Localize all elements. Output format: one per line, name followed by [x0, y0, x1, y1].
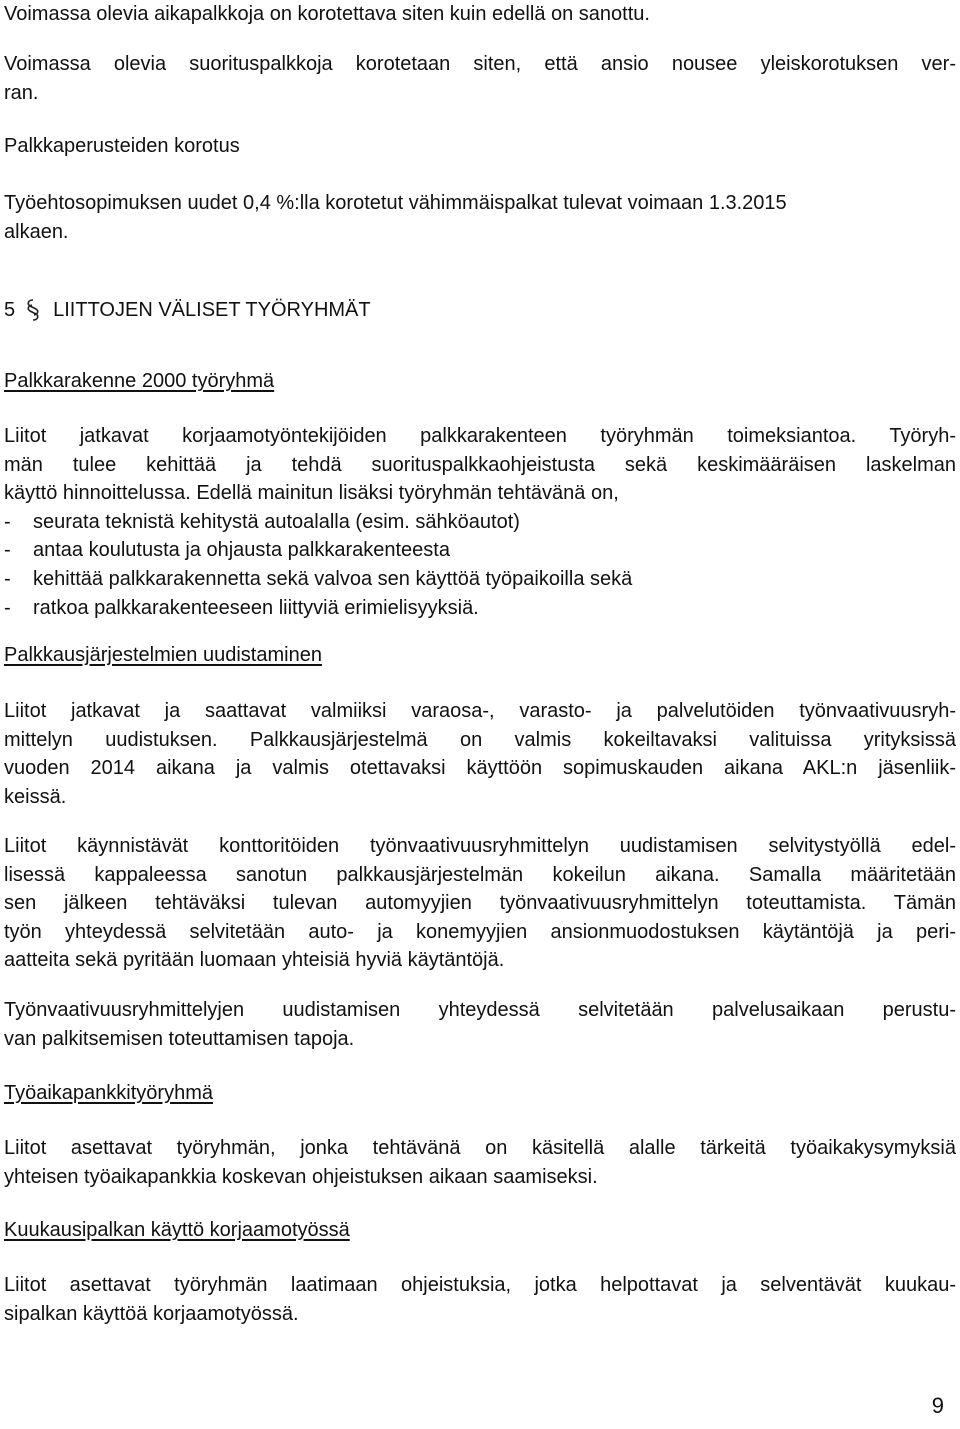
paragraph-min-wages: Työehtosopimuksen uudet 0,4 %:lla korotetut vähimmäispalkat tulevat voimaan 1.3.2015 alkaen. — [4, 192, 787, 243]
paragraph-service-time: Työnvaativuusryhmittelyjen uudistamisen yhteydessä selvitetään palvelusaikaan perustu- van palkitsemisen toteuttamisen tapoja. — [4, 999, 956, 1050]
heading-pay-structure-2000: Palkkarakenne 2000 työryhmä — [4, 370, 275, 392]
heading-monthly-pay: Kuukausipalkan käyttö korjaamotyössä — [4, 1219, 350, 1241]
section-heading — [4, 296, 371, 325]
paragraph-piece-rate: Voimassa olevia suorituspalkkoja korotetaan siten, että ansio nousee yleiskorotuksen ver- ran. — [4, 53, 956, 104]
heading-pay-systems-reform: Palkkausjärjestelmien uudistaminen — [4, 644, 322, 666]
paragraph-pay-systems: Liitot jatkavat ja saattavat valmiiksi varaosa-, varasto- ja palvelutöiden työnvaativuusryh- mittelyn uudistuksen. Palkkausjärjestelmä on valmis kokeiltavaksi valituissa yrityksissä vuoden 2014 aikana ja valmis otettavaksi käyttöön sopimuskauden aikana AKL:n jäsenliik- keissä. — [4, 700, 956, 808]
paragraph-office-work: Liitot käynnistävät konttoritöiden työnvaativuusryhmittelyn uudistamisen selvitystyöllä edel- lisessä kappaleessa sanotun palkkausjärjestelmän kokeilun aikana. Samalla määritetään sen jälkeen tehtäväksi tulevan automyyjien työnvaativuusryhmittelyn toteuttamista. Tämän työn yhteydessä selvitetään auto- ja konemyyjien ansionmuodostuksen käytäntöjä ja peri- aatteita sekä pyritään luomaan yhteisiä hyviä käytäntöjä. — [4, 835, 956, 972]
list-item: - antaa koulutusta ja ohjausta palkkarakenteesta — [4, 539, 450, 562]
list-item: - kehittää palkkarakennetta sekä valvoa sen käyttöä työpaikoilla sekä — [4, 567, 633, 590]
list-item: - seurata teknistä kehitystä autoalalla (esim. sähköautot) — [4, 510, 520, 533]
paragraph-working-time-bank: Liitot asettavat työryhmän, jonka tehtävänä on käsitellä alalle tärkeitä työaikakysymyksiä yhteisen työaikapankkia koskevan ohjeistuksen aikaan saamiseksi. — [4, 1137, 956, 1188]
page-number: 9 — [931, 1393, 944, 1418]
list-item: - ratkoa palkkarakenteeseen liittyviä erimielisyyksiä. — [4, 596, 479, 619]
paragraph-monthly-pay: Liitot asettavat työryhmän laatimaan ohjeistuksia, jotka helpottavat ja selventävät kuukau- sipalkan käyttöä korjaamotyössä. — [4, 1274, 956, 1325]
section-sign-icon — [21, 299, 45, 321]
heading-working-time-bank: Työaikapankkityöryhmä — [4, 1082, 213, 1104]
section-title: LIITTOJEN VÄLISET TYÖRYHMÄT — [53, 299, 371, 321]
paragraph-pay-structure: Liitot jatkavat korjaamotyöntekijöiden palkkarakenteen työryhmän toimeksiantoa. Työryh- män tulee kehittää ja tehdä suorituspalkkaohjeistusta sekä keskimääräisen laskelman käyttö hinnoittelussa. Edellä mainitun lisäksi työryhmän tehtävänä on, - seurata teknistä kehitystä autoalalla (esim. sähköautot) - antaa koulutusta ja ohjausta palkkarakenteesta - kehittää palkkarakennetta sekä valvoa sen käyttöä työpaikoilla sekä - ratkoa palkkarakenteeseen liittyviä erimielisyyksiä. — [4, 422, 956, 622]
heading-pay-basis: Palkkaperusteiden korotus — [4, 135, 240, 157]
paragraph-wage-raise: Voimassa olevia aikapalkkoja on korotettava siten kuin edellä on sanottu. — [4, 3, 650, 25]
section-number: 5 — [4, 299, 16, 321]
